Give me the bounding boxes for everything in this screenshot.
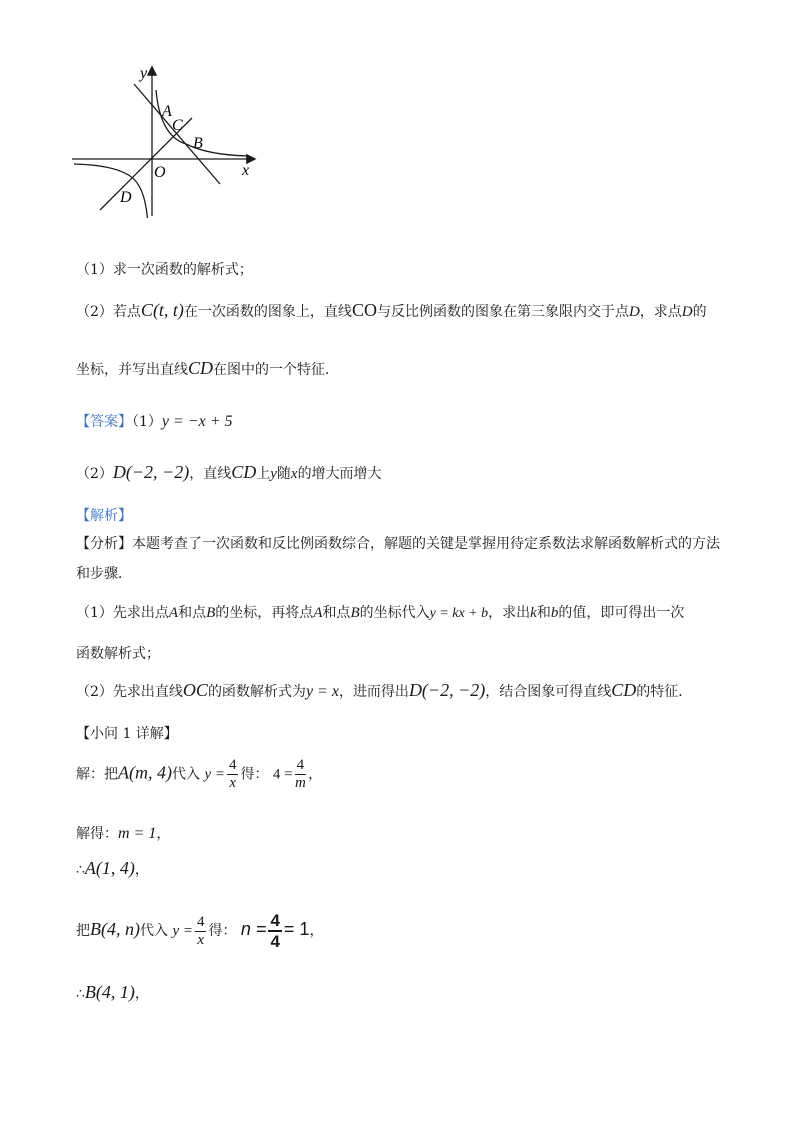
numerator: 4: [228, 757, 237, 773]
fraction-4-over-x: [227, 758, 239, 791]
step2-oc: OC: [182, 680, 208, 700]
q2-lead: （2）若点: [76, 304, 141, 320]
step-1-line-2: 函数解析式；: [76, 646, 160, 662]
answer-x: x: [290, 466, 298, 482]
step1-f: ，求出: [488, 605, 531, 621]
line-co: CO: [351, 300, 377, 320]
step1-b-var: b: [550, 605, 559, 621]
x-axis-label: x: [242, 162, 250, 179]
step2-a: （2）先求出直线: [76, 684, 183, 700]
sol4-y: y =: [172, 923, 193, 939]
point-c-coords: (t, t): [152, 300, 184, 320]
step-1-line-1: [76, 604, 684, 623]
answer-tag: 【答案】: [76, 414, 132, 430]
answer-p1: （1）: [132, 414, 162, 430]
solution-line-1: [76, 758, 322, 791]
denominator-4: 4: [270, 932, 280, 951]
question-2-line-1: [76, 300, 707, 322]
q2-rest: 与反比例函数的图象在第三象限内交于点: [376, 304, 629, 320]
answer-on: 上: [256, 466, 271, 482]
question-1: （1）求一次函数的解析式；: [76, 262, 253, 278]
q2b-lead: 坐标，并写出直线: [76, 362, 188, 378]
point-c: C: [140, 300, 153, 320]
denominator-2: m: [294, 775, 306, 791]
step1-point-a: A: [168, 605, 179, 621]
sol5-end: ，: [134, 986, 149, 1002]
numerator-3: 4: [196, 913, 205, 930]
step1-point-a2: A: [313, 605, 323, 621]
step1-k: k: [530, 605, 537, 621]
step1-h: 的值，即可得出一次: [558, 605, 685, 621]
answer-p2: （2）: [76, 466, 113, 482]
q2-rest2: ，求点: [639, 304, 682, 320]
function-graph: [68, 58, 268, 218]
q2-mid: 在一次函数的图象上，直线: [183, 304, 352, 320]
therefore-symbol: ∴: [76, 862, 85, 878]
hyperbola-branch-third-quadrant: [74, 164, 148, 218]
step1-d: 和点: [322, 605, 351, 621]
sol1-lhs: 4 =: [272, 766, 293, 783]
sol3-end: ，: [134, 862, 149, 878]
sol2-end: ，: [156, 826, 171, 842]
answer-y: y: [270, 466, 277, 482]
step1-point-b2: B: [350, 605, 360, 621]
sol3-point: A(1, 4): [84, 858, 135, 878]
step1-g: 和: [536, 605, 551, 621]
step2-cd: CD: [611, 680, 637, 700]
sol4-result: = 1: [283, 919, 310, 939]
sol4-c: 得：: [208, 923, 237, 939]
answer-line-1: [76, 412, 233, 431]
therefore-symbol-2: ∴: [76, 986, 85, 1002]
step-2: [76, 680, 692, 702]
step2-d: D(−2, −2): [408, 680, 486, 700]
q2-end: 的: [692, 304, 707, 320]
sol4-a: 把: [76, 923, 90, 939]
solution-line-4: [76, 912, 323, 950]
step2-eq: y = x: [305, 683, 339, 700]
solution-line-5: [76, 982, 149, 1004]
answer-eq1: y = −x + 5: [161, 413, 233, 430]
step2-f: 的特征．: [636, 684, 693, 700]
analysis-tag: 【解析】: [76, 508, 132, 524]
q2b-end: 在图中的一个特征．: [213, 362, 340, 378]
sol2-eq: m = 1: [118, 825, 157, 842]
step1-c: 的坐标，再将点: [215, 605, 314, 621]
point-a-label: A: [162, 103, 172, 120]
sol1-c: 得：: [240, 766, 269, 783]
point-c-label: C: [172, 117, 183, 134]
y-axis-label: y: [140, 65, 148, 82]
numerator-4: 4: [270, 911, 280, 930]
question-2-line-2: [76, 358, 339, 380]
answer-cd: CD: [231, 462, 257, 482]
sol1-point: A(m, 4): [118, 762, 172, 783]
step1-a: （1）先求出点: [76, 605, 169, 621]
denominator: x: [229, 775, 237, 791]
sol4-point: B(4, n): [90, 919, 140, 939]
point-d-2: D: [681, 304, 693, 320]
sol4-end: ，: [309, 923, 324, 939]
answer-line-2: [76, 462, 382, 484]
answer-mid: ，直线: [189, 466, 232, 482]
fraction-4-over-m: [295, 758, 307, 791]
answer-end: 的增大而增大: [297, 466, 382, 482]
fraction-4-over-x-2: [195, 915, 207, 948]
sol1-b: 代入: [171, 766, 200, 783]
sol1-a: 解：把: [76, 766, 118, 783]
step2-b: 的函数解析式为: [207, 684, 306, 700]
sol1-end: ，: [308, 766, 323, 783]
answer-d-point: D(−2, −2): [112, 462, 190, 482]
line-ab: [134, 84, 220, 184]
step1-e: 的坐标代入: [359, 605, 430, 621]
step2-c: ，进而得出: [338, 684, 409, 700]
step1-b: 和点: [178, 605, 207, 621]
sol5-point: B(4, 1): [84, 982, 135, 1002]
sol1-y: y =: [204, 766, 225, 783]
line-cd: CD: [188, 358, 214, 378]
numerator-2: 4: [296, 757, 305, 773]
denominator-3: x: [197, 931, 205, 948]
answer-sui: 随: [276, 466, 291, 482]
solution-line-3: [76, 858, 149, 880]
point-b-label: B: [193, 135, 203, 152]
fenxi-line-2: 和步骤．: [76, 566, 132, 582]
step2-e: ，结合图象可得直线: [485, 684, 612, 700]
origin-label: O: [154, 164, 166, 181]
point-d-label: D: [120, 189, 132, 206]
sol2-a: 解得：: [76, 826, 118, 842]
fraction-4-over-4: [268, 912, 281, 950]
fenxi-line-1: 【分析】本题考查了一次函数和反比例函数综合，解题的关键是掌握用待定系数法求解函数解析式的方法: [76, 536, 720, 552]
step1-point-b: B: [206, 605, 216, 621]
sub-question-1-heading: 【小问 1 详解】: [76, 726, 178, 742]
step1-eq: y = kx + b: [429, 606, 489, 621]
point-d: D: [628, 304, 640, 320]
sol4-b: 代入: [139, 923, 168, 939]
sol4-n: n =: [240, 919, 267, 939]
solution-line-2: [76, 824, 170, 843]
